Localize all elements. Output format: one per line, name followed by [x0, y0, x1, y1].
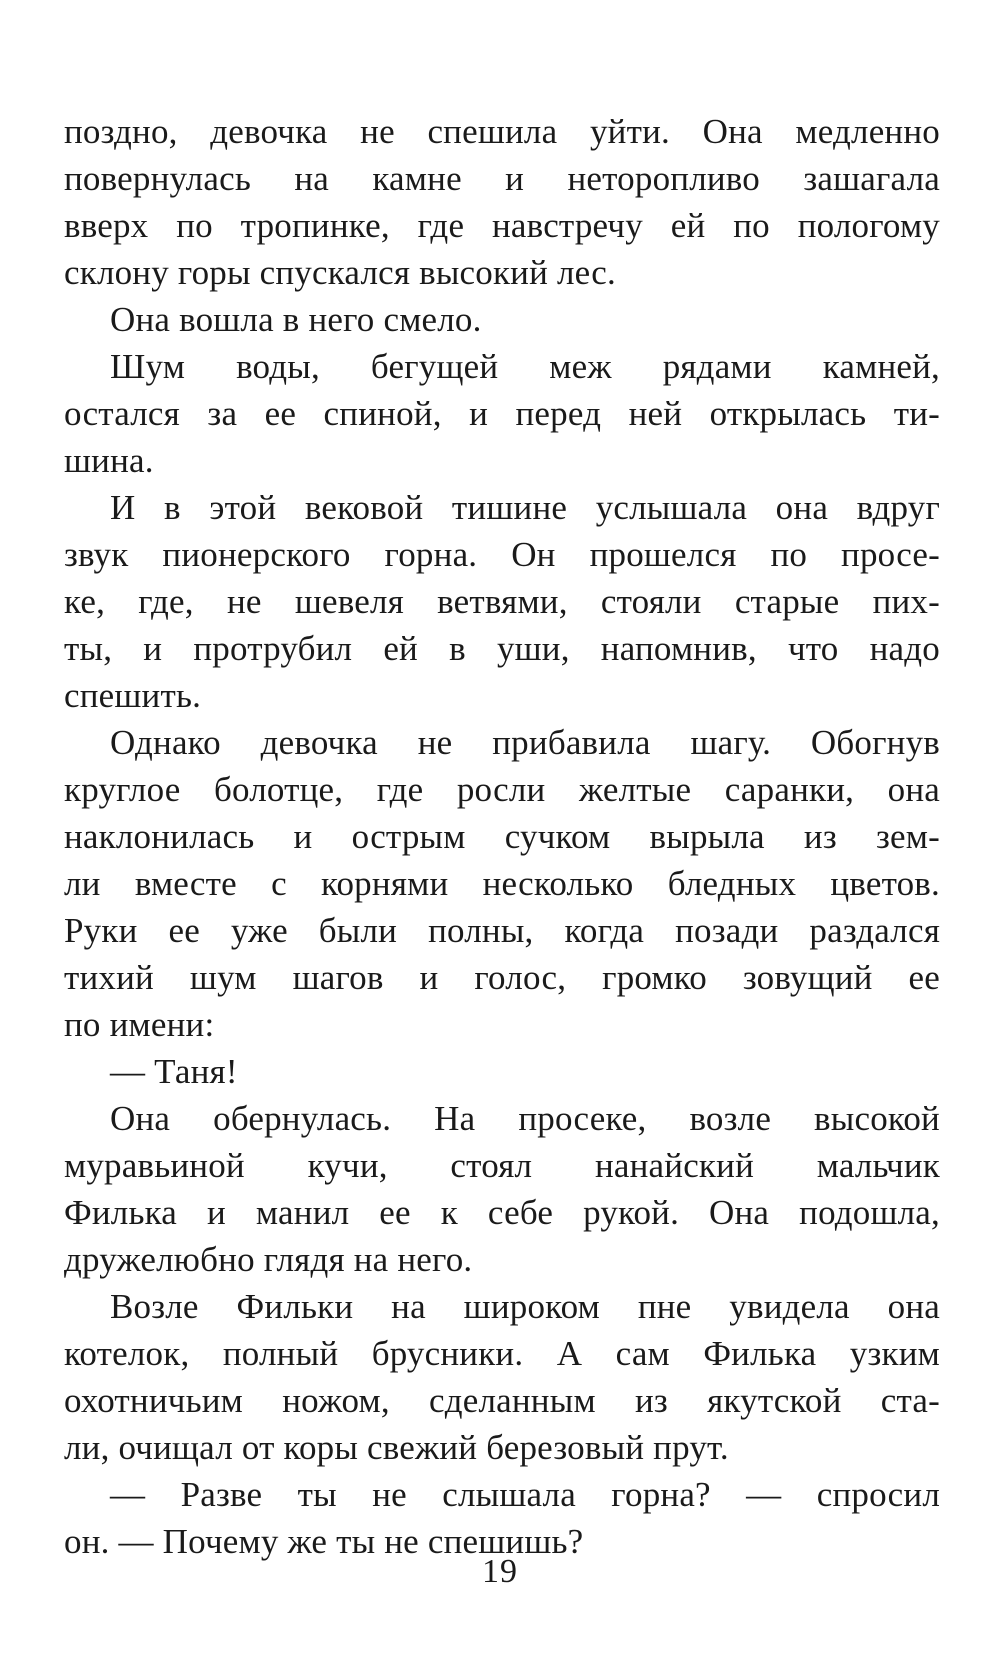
- text-line: Она обернулась. На просеке, возле высокой: [110, 1099, 940, 1138]
- text-line: поздно, девочка не спешила уйти. Она медленно: [64, 112, 940, 151]
- text-line: — Таня!: [110, 1052, 238, 1091]
- text-line: ке, где, не шевеля ветвями, стояли старые пих-: [64, 582, 940, 621]
- text-line: ты, и протрубил ей в уши, напомнив, что надо: [64, 629, 940, 668]
- text-line: Руки ее уже были полны, когда позади раздался: [64, 911, 940, 950]
- text-line: Однако девочка не прибавила шагу. Обогнув: [110, 723, 940, 762]
- text-line: Шум воды, бегущей меж рядами камней,: [110, 347, 940, 386]
- text-line: Она вошла в него смело.: [110, 300, 482, 339]
- text-line: звук пионерского горна. Он прошелся по просе-: [64, 535, 940, 574]
- page-number: 19: [482, 1553, 518, 1590]
- text-line: ли вместе с корнями несколько бледных цветов.: [64, 864, 940, 903]
- text-line: тихий шум шагов и голос, громко зовущий ее: [64, 958, 940, 997]
- text-line: остался за ее спиной, и перед ней открылась ти-: [64, 394, 940, 433]
- text-line: шина.: [64, 441, 154, 480]
- text-line: — Разве ты не слышала горна? — спросил: [110, 1475, 940, 1514]
- text-line: И в этой вековой тишине услышала она вдруг: [110, 488, 940, 527]
- text-line: круглое болотце, где росли желтые саранки, она: [64, 770, 940, 809]
- text-line: наклонилась и острым сучком вырыла из зем-: [64, 817, 940, 856]
- text-line: муравьиной кучи, стоял нанайский мальчик: [64, 1146, 940, 1185]
- body-text: [64, 108, 940, 1565]
- text-line: дружелюбно глядя на него.: [64, 1240, 473, 1279]
- text-line: Возле Фильки на широком пне увидела она: [110, 1287, 940, 1326]
- text-line: охотничьим ножом, сделанным из якутской ста-: [64, 1381, 940, 1420]
- text-line: по имени:: [64, 1005, 215, 1044]
- text-line: Филька и манил ее к себе рукой. Она подошла,: [64, 1193, 940, 1232]
- text-line: склону горы спускался высокий лес.: [64, 253, 616, 292]
- text-line: вверх по тропинке, где навстречу ей по пологому: [64, 206, 940, 245]
- text-line: котелок, полный брусники. А сам Филька узким: [64, 1334, 940, 1373]
- text-line: ли, очищал от коры свежий березовый прут.: [64, 1428, 729, 1467]
- text-line: повернулась на камне и неторопливо зашагала: [64, 159, 940, 198]
- text-line: спешить.: [64, 676, 202, 715]
- text-line: он. — Почему же ты не спешишь?: [64, 1522, 584, 1561]
